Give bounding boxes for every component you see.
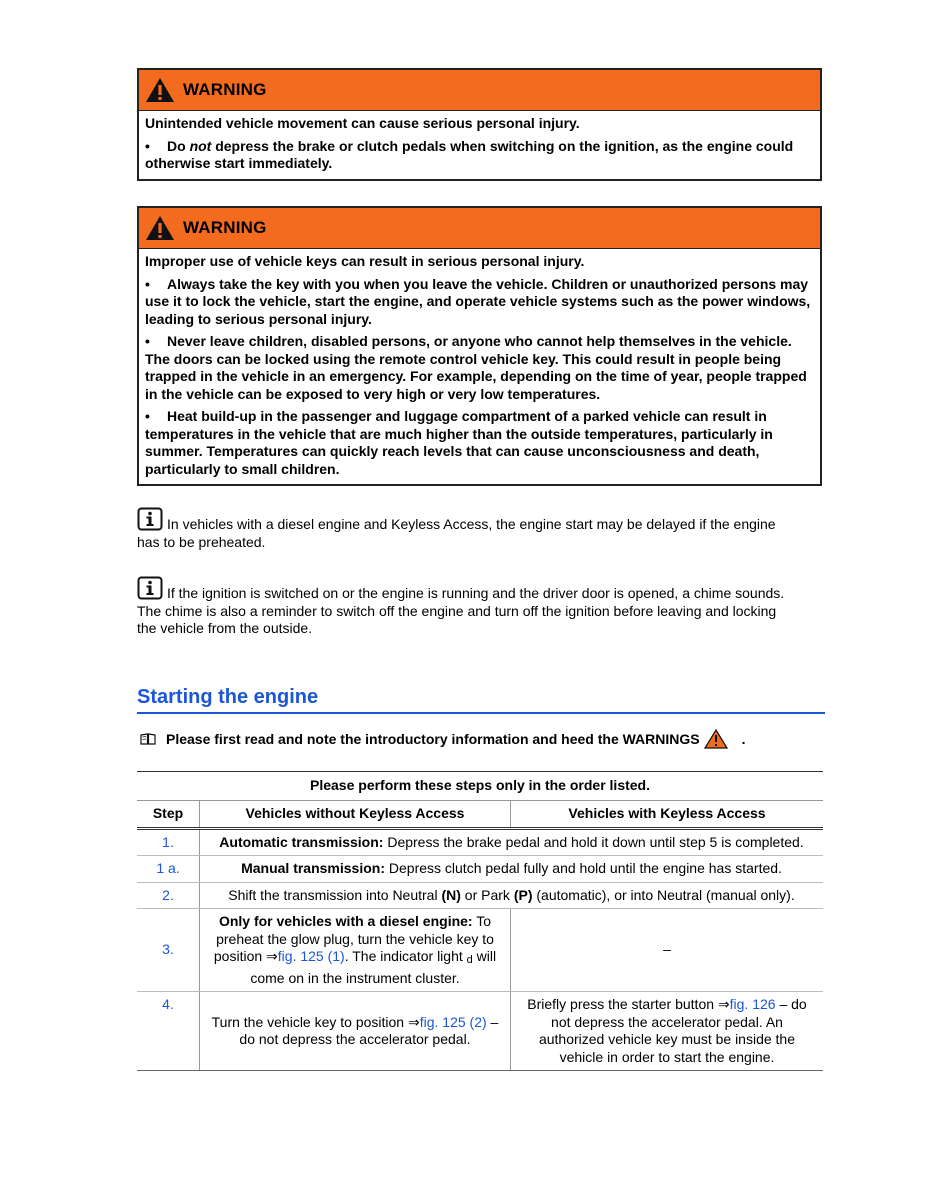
step-text-with-keyless: – [511,909,824,992]
step-number: 1. [137,828,200,856]
warning-title: WARNING [183,218,267,237]
warning-bullet: • Heat build-up in the passenger and luggage compartment of a parked vehicle can result in temperatures in the vehicle that are much higher than the outside temperatures, particularly in summer. Temperatures can quickly reach levels that can cause unconsciousness and death, particularly to small children. [145,408,773,477]
steps-table [137,771,823,1071]
step-text: Shift the transmission into Neutral (N) or Park (P) (automatic), or into Neutral (manual only). [200,882,824,909]
table-title: Please perform these steps only in the order listed. [137,772,823,801]
info-icon [137,576,163,600]
intro-text: Please first read and note the introductory information and heed the WARNINGS [166,731,700,747]
table-row [137,828,823,856]
step-text: Automatic transmission: Depress the brake pedal and hold it down until step 5 is completed. [200,828,824,856]
warning-triangle-icon[interactable] [704,729,728,749]
fig-link[interactable]: fig. 126 [729,996,776,1012]
intro-end: . [741,731,746,747]
table-header-row [137,801,823,829]
step-text-without-keyless: Turn the vehicle key to position ⇒fig. 125 (2) – do not depress the accelerator pedal. [200,992,511,1071]
warning-lead: Improper use of vehicle keys can result in serious personal injury. [145,253,585,269]
header-without-keyless: Vehicles without Keyless Access [200,801,511,829]
warning-body [139,111,820,179]
table-row [137,856,823,883]
step-text-without-keyless: Only for vehicles with a diesel engine: To preheat the glow plug, turn the vehicle key to position ⇒fig. 125 (1). The indicator light d will come on in the instrument cluster. [200,909,511,992]
step-number: 3. [137,909,200,992]
warning-bullet: • Always take the key with you when you leave the vehicle. Children or unauthorized persons may use it to lock the vehicle, start the engine, and operate vehicle systems such as the power windows, leading to serious personal injury. [145,275,811,327]
warning-triangle-icon [145,215,175,241]
warning-body [139,249,820,484]
warning-bullet: • Never leave children, disabled persons, or anyone who cannot help themselves in the vehicle. The doors can be locked using the remote control vehicle key. This could result in people being trapped in the vehicle in an emergency. For example, depending on the time of year, people trapped in the vehicle can be exposed to very high or very low temperatures. [145,333,807,402]
warning-lead: Unintended vehicle movement can cause serious personal injury. [145,115,580,131]
table-row [137,992,823,1071]
header-with-keyless: Vehicles with Keyless Access [511,801,824,829]
warning-header [139,208,820,249]
step-number: 2. [137,882,200,909]
info-note-2: If the ignition is switched on or the engine is running and the driver door is opened, a chime sounds. The chime is also a reminder to switch off the engine and turn off the ignition before leaving and locking the vehicle from the outside. [137,576,797,638]
step-text-with-keyless: Briefly press the starter button ⇒fig. 126 – do not depress the accelerator pedal. An authorized vehicle key must be inside the vehicle in order to start the engine. [511,992,824,1071]
warning-box-2 [137,206,822,486]
info-icon [137,507,163,531]
glow-plug-indicator-icon: d [466,954,473,966]
warning-bullet: • Do not depress the brake or clutch pedals when switching on the ignition, as the engine could otherwise start immediately. [145,137,794,171]
book-icon [140,733,156,745]
intro-line [140,729,746,749]
fig-link[interactable]: fig. 125 (1) [277,948,345,964]
fig-link[interactable]: fig. 125 (2) [419,1013,487,1030]
step-number: 1 a. [137,856,200,883]
warning-triangle-icon [145,77,175,103]
table-row [137,882,823,909]
section-title: Starting the engine [137,686,825,714]
step-number: 4. [137,992,200,1071]
table-row [137,909,823,992]
info-note-1: In vehicles with a diesel engine and Keyless Access, the engine start may be delayed if the engine has to be preheated. [137,507,797,551]
warning-header [139,70,820,111]
warning-title: WARNING [183,80,267,99]
warning-box-1 [137,68,822,181]
header-step: Step [137,801,200,829]
step-text: Manual transmission: Depress clutch pedal fully and hold until the engine has started. [200,856,824,883]
